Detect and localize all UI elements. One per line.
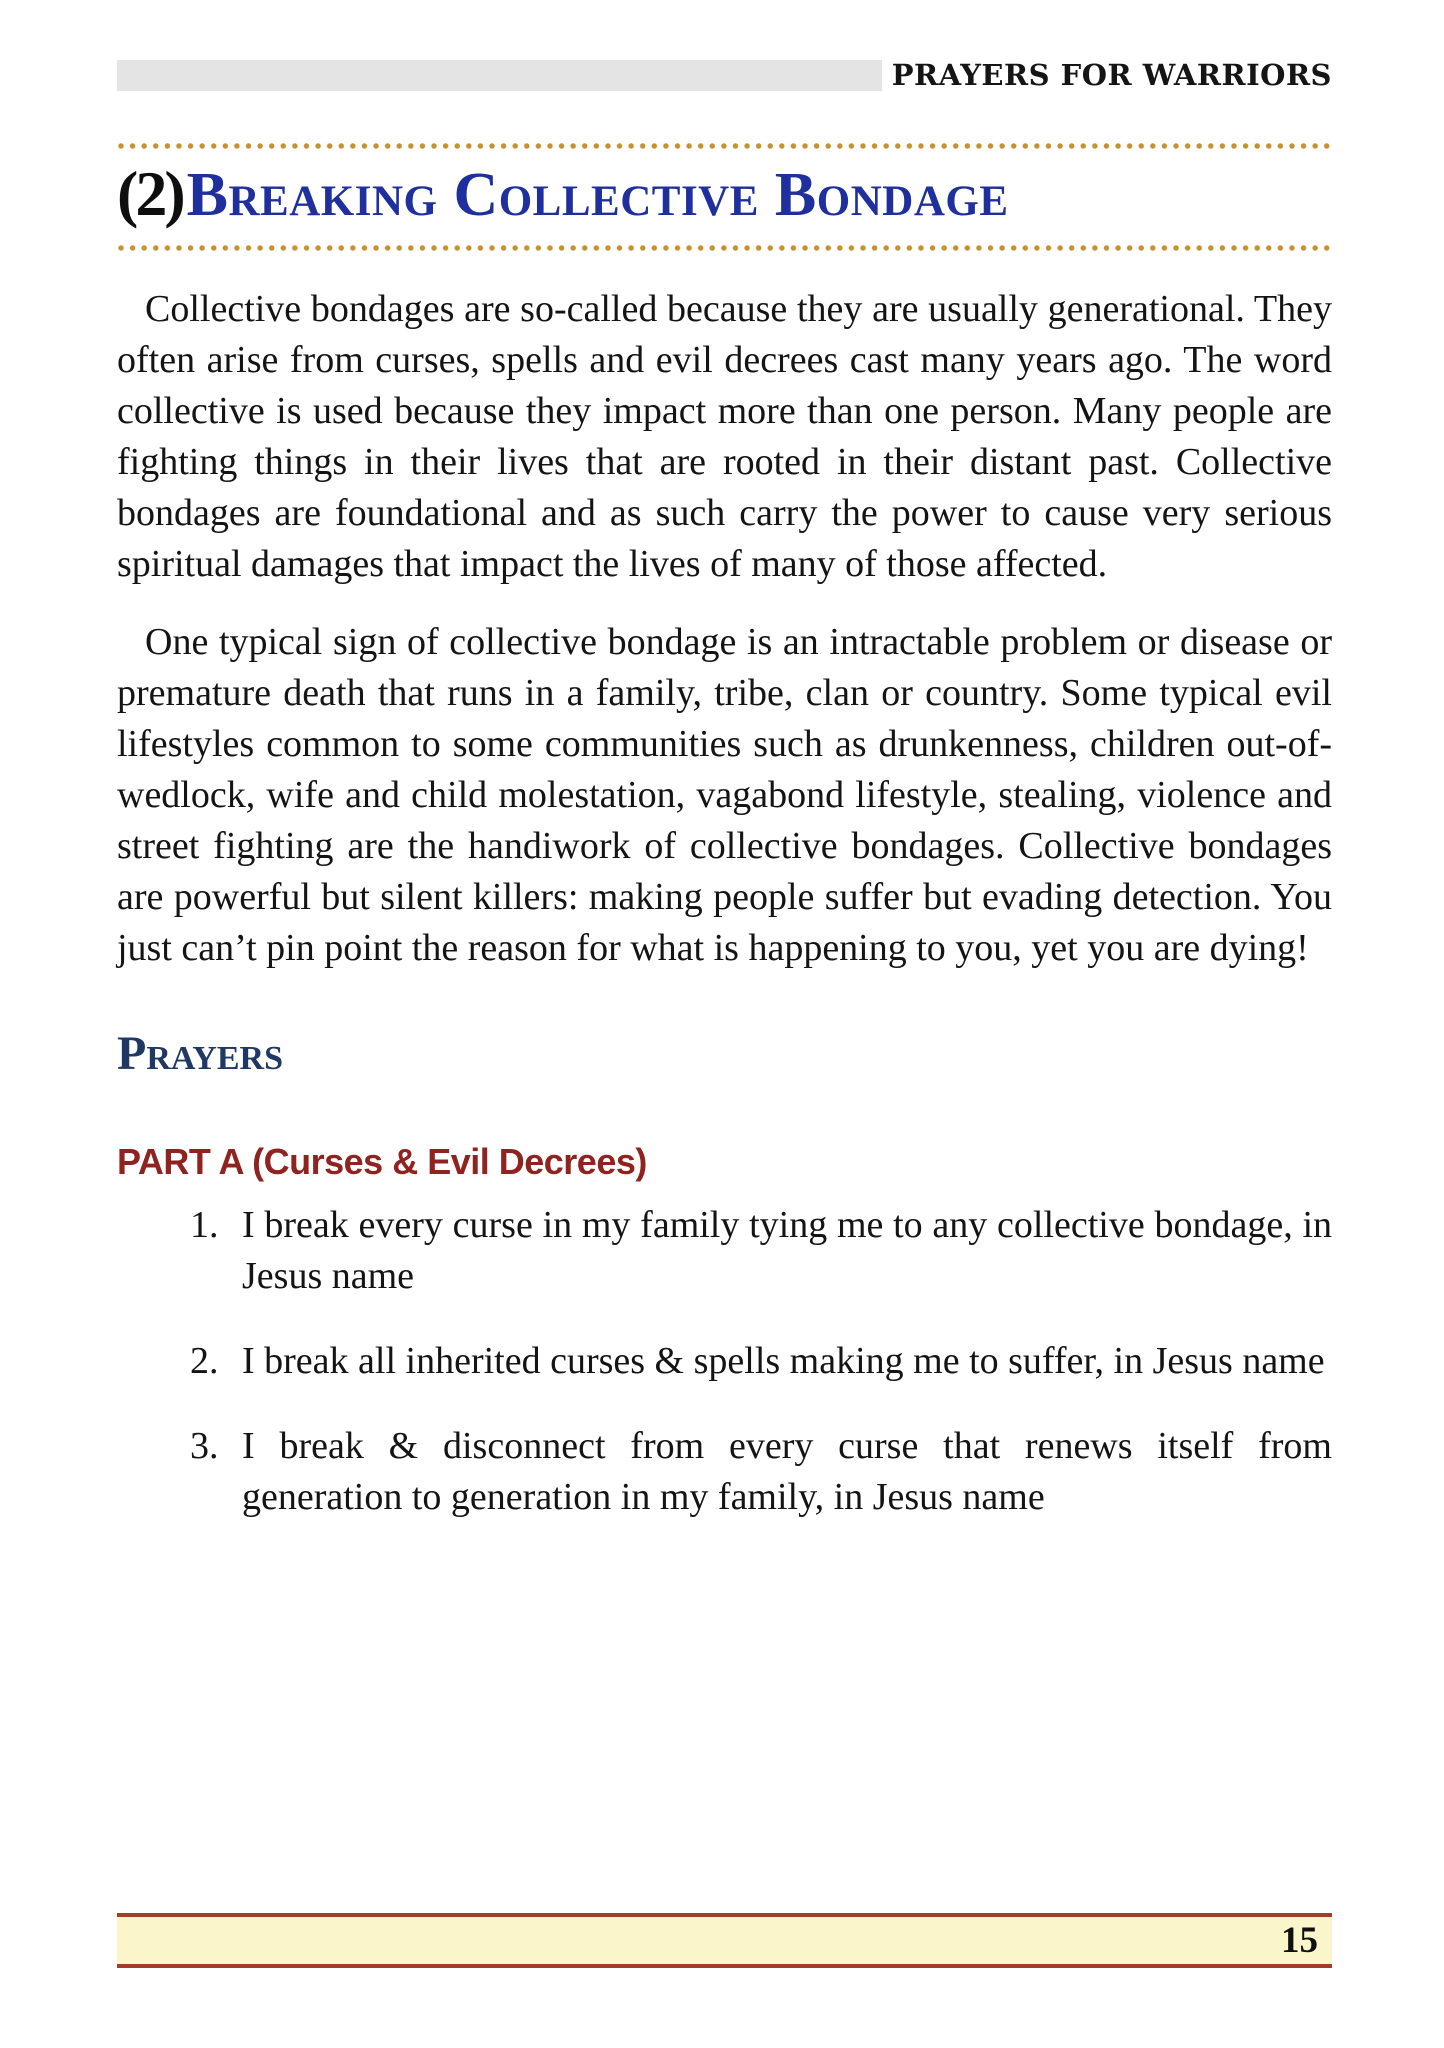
list-item-number: 2. <box>190 1340 219 1383</box>
list-item-number: 3. <box>190 1425 219 1468</box>
list-item <box>190 1336 1332 1387</box>
prayer-list <box>117 1200 1332 1523</box>
dotted-rule-bottom <box>117 244 1332 252</box>
page-number: 15 <box>1281 1920 1318 1961</box>
part-a-heading: PART A (Curses & Evil Decrees) <box>117 1141 647 1183</box>
header-gray-bar <box>117 60 882 91</box>
footer-bar <box>117 1913 1332 1968</box>
paragraph-intro: Collective bondages are so-called because they are usually generational. They often arise from curses, spells and evil decrees cast many years ago. The word collective is used because they impact more than one person. Many people are fighting things in their lives that are rooted in their distant past. Collective bondages are foundational and as such carry the power to cause very serious spiritual damages that impact the lives of many of those affected. <box>117 288 1332 586</box>
chapter-title: Breaking Collective Bondage <box>186 161 1009 229</box>
book-title: PRAYERS FOR WARRIORS <box>891 58 1332 92</box>
chapter-number: (2) <box>117 158 183 229</box>
list-item-text: I break every curse in my family tying me to any collective bondage, in Jesus name <box>242 1204 1332 1298</box>
list-item <box>190 1421 1332 1523</box>
list-item-text: I break all inherited curses & spells making me to suffer, in Jesus name <box>242 1340 1325 1383</box>
running-header <box>117 58 1332 92</box>
chapter-heading <box>117 160 1332 228</box>
paragraph-signs: One typical sign of collective bondage is an intractable problem or disease or premature death that runs in a family, tribe, clan or country. Some typical evil lifestyles common to some communities such as drunkenness, children out-of-wedlock, wife and child molestation, vagabond lifestyle, stealing, violence and street fighting are the handiwork of collective bondages. Collective bondages are powerful but silent killers: making people suffer but evading detection. You just can’t pin point the reason for what is happening to you, yet you are dying! <box>117 621 1332 970</box>
list-item-text: I break & disconnect from every curse that renews itself from generation to generation in my family, in Jesus name <box>242 1425 1332 1519</box>
dotted-rule-top <box>117 142 1332 150</box>
prayers-section-heading: Prayers <box>117 1027 284 1081</box>
list-item-number: 1. <box>190 1204 219 1247</box>
list-item <box>190 1200 1332 1302</box>
